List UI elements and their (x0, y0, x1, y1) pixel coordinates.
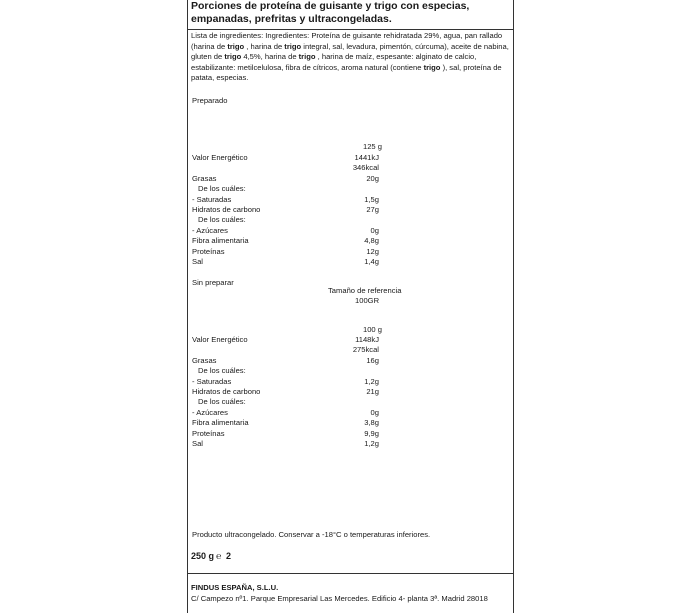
company-address: C/ Campezo nº1. Parque Empresarial Las Mercedes. Edificio 4- planta 3ª. Madrid 28018 (191, 594, 488, 603)
allergen-text: trigo (227, 41, 245, 51)
allergen-text: trigo (224, 52, 242, 61)
nutrient-label: Grasas (192, 173, 217, 183)
allergen-text: trigo (284, 41, 302, 51)
nutrient-label: - Saturadas (192, 194, 232, 204)
ingredient-text: 4,5%, harina de (241, 52, 299, 61)
nutrient-value: 27g (366, 205, 379, 214)
product-title: Porciones de proteína de guisante y trigo con especias, empanadas, prefritas y ultracongeladas. (191, 0, 470, 25)
nutrient-label: Sal (192, 439, 203, 448)
net-weight (191, 551, 231, 561)
nutrient-label: Hidratos de carbono (192, 205, 261, 214)
nutrient-label: Hidratos de carbono (192, 387, 261, 396)
nutrient-value: 1,2g (364, 376, 379, 386)
nutrient-value: 275kcal (352, 345, 379, 355)
nutrient-label: - Saturadas (192, 376, 232, 386)
portion-size: 125 g (362, 142, 382, 151)
net-weight-value: 250 g (191, 551, 215, 561)
nutrient-value: 1,4g (364, 257, 379, 266)
nutrient-value: 1,5g (364, 194, 379, 204)
nutrient-label: Valor Energético (192, 335, 248, 344)
ingredient-text: Lista de ingredientes: Ingredientes: Proteína de guisante rehidratada 29%, agua, pan rallado (harina de (191, 31, 503, 51)
nutrient-value: 9,9g (364, 428, 379, 438)
nutrient-label: Fibra alimentaria (192, 236, 249, 246)
allergen-text: trigo (298, 52, 316, 61)
ingredient-text: ), sal, proteína de patata, especias. (191, 62, 502, 82)
prepared-heading: Preparado (192, 96, 228, 105)
label-panel (187, 0, 514, 613)
ingredient-text: , harina de (244, 41, 285, 51)
nutrient-label: De los cuáles: (198, 215, 246, 225)
nutrient-label: De los cuáles: (198, 366, 246, 376)
nutrient-label: - Azúcares (192, 225, 228, 235)
divider (188, 573, 513, 574)
nutrient-value: 21g (366, 387, 379, 396)
ingredient-text: , harina de maíz, espesante: alginato de calcio, estabilizante: metilcelulosa, fibra de cítricos, aroma natural (contiene (191, 52, 477, 72)
nutrient-value: 1441kJ (354, 153, 379, 162)
nutrient-value: 0g (370, 407, 379, 417)
unprepared-heading: Sin preparar (192, 278, 234, 287)
nutrient-value: 16g (366, 355, 379, 365)
divider (188, 29, 513, 30)
portion-size: 100 g (362, 325, 382, 334)
nutrient-label: Proteínas (192, 246, 225, 256)
storage-instructions: Producto ultracongelado. Conservar a -18°C o temperaturas inferiores. (192, 530, 431, 539)
nutrient-value: 1148kJ (355, 335, 379, 344)
nutrient-value: 3,8g (364, 418, 379, 428)
nutrient-label: Proteínas (192, 428, 225, 438)
nutrient-label: - Azúcares (192, 407, 228, 417)
nutrient-value: 0g (370, 225, 379, 235)
nutrient-label: Valor Energético (192, 153, 248, 162)
nutrient-label: Fibra alimentaria (192, 418, 249, 428)
nutrient-value: 1,2g (364, 439, 379, 448)
units-count: 2 (225, 551, 231, 561)
nutrient-value: 346kcal (352, 163, 379, 173)
nutrient-label: De los cuáles: (198, 184, 246, 194)
nutrient-value: 20g (366, 173, 379, 183)
nutrient-value: 12g (366, 246, 379, 256)
reference-size-value: 100GR (355, 296, 380, 305)
reference-size-label: Tamaño de referencia (328, 286, 402, 295)
nutrient-label: De los cuáles: (198, 397, 246, 407)
nutrient-value: 4,8g (364, 236, 379, 246)
allergen-text: trigo (423, 62, 441, 72)
estimated-sign-icon: ℮ (216, 551, 222, 561)
nutrient-label: Sal (192, 257, 203, 266)
nutrient-label: Grasas (192, 355, 217, 365)
company-name: FINDUS ESPAÑA, S.L.U. (191, 583, 279, 592)
ingredients-list (191, 31, 509, 84)
ingredient-text: integral, sal, levadura, pimentón, cúrcuma), aceite de nabina, gluten de (191, 41, 509, 61)
